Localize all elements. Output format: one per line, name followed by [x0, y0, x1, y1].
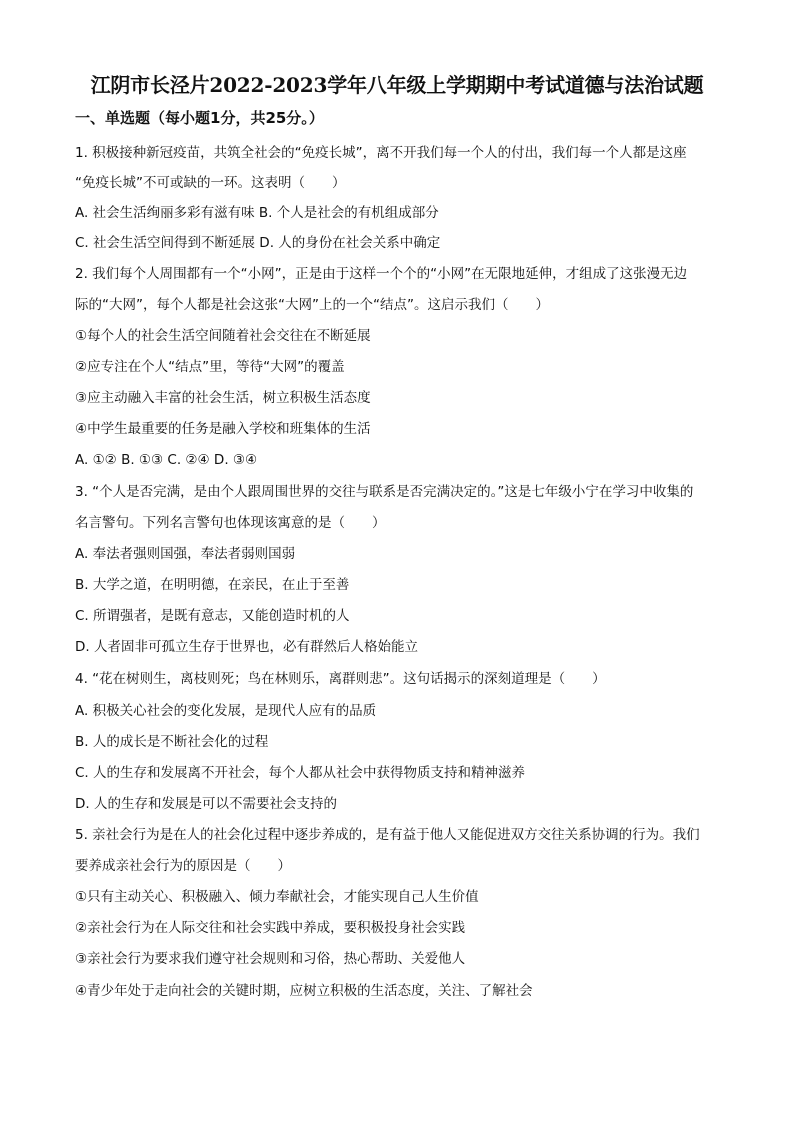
question-4-option-b: B. 人的成长是不断社会化的过程	[75, 734, 269, 750]
question-5-statement-3: ③亲社会行为要求我们遵守社会规则和习俗，热心帮助、关爱他人	[75, 951, 466, 967]
question-3-stem-line-1: 3. “个人是否完满，是由个人跟周围世界的交往与联系是否完满决定的。”这是七年级小宁在学习中收集的	[75, 484, 694, 500]
section-heading: 一、单选题（每小题1分，共25分。）	[75, 109, 324, 127]
question-3-stem-line-2: 名言警句。下列名言警句也体现该寓意的是（ ）	[75, 515, 386, 531]
question-2-stem-line-1: 2. 我们每个人周围都有一个“小网”，正是由于这样一个个的“小网”在无限地延伸，才组成了这张漫无边	[75, 266, 688, 282]
question-1-stem-line-2: “免疫长城”不可或缺的一环。这表明（ ）	[75, 175, 346, 191]
question-2-statement-4: ④中学生最重要的任务是融入学校和班集体的生活	[75, 421, 371, 437]
question-4-option-c: C. 人的生存和发展离不开社会，每个人都从社会中获得物质支持和精神滋养	[75, 765, 526, 781]
question-5-stem-line-1: 5. 亲社会行为是在人的社会化过程中逐步养成的，是有益于他人又能促进双方交往关系协调的行为。我们	[75, 827, 700, 843]
question-2-options: A. ①② B. ①③ C. ②④ D. ③④	[75, 452, 258, 468]
question-2-statement-2: ②应专注在个人“结点”里，等待“大网”的覆盖	[75, 359, 345, 375]
question-5-stem-line-2: 要养成亲社会行为的原因是（ ）	[75, 858, 291, 874]
question-1-options-cd: C. 社会生活空间得到不断延展 D. 人的身份在社会关系中确定	[75, 235, 441, 251]
question-4-option-d: D. 人的生存和发展是可以不需要社会支持的	[75, 796, 337, 812]
question-5-statement-2: ②亲社会行为在人际交往和社会实践中养成，要积极投身社会实践	[75, 920, 466, 936]
question-2-statement-3: ③应主动融入丰富的社会生活，树立积极生活态度	[75, 390, 371, 406]
question-3-option-d: D. 人者固非可孤立生存于世界也，必有群然后人格始能立	[75, 639, 418, 655]
question-3-option-a: A. 奉法者强则国强，奉法者弱则国弱	[75, 546, 296, 562]
question-4-stem: 4. “花在树则生，离枝则死；鸟在林则乐，离群则悲”。这句话揭示的深刻道理是（ ）	[75, 671, 606, 687]
question-5-statement-1: ①只有主动关心、积极融入、倾力奉献社会，才能实现自己人生价值	[75, 889, 479, 905]
question-3-option-c: C. 所谓强者，是既有意志，又能创造时机的人	[75, 608, 350, 624]
exam-title: 江阴市长泾片2022-2023学年八年级上学期期中考试道德与法治试题	[90, 73, 704, 97]
question-2-statement-1: ①每个人的社会生活空间随着社会交往在不断延展	[75, 328, 371, 344]
question-1-stem-line-1: 1. 积极接种新冠疫苗，共筑全社会的“免疫长城”，离不开我们每一个人的付出，我们每一个人都是这座	[75, 145, 687, 161]
question-4-option-a: A. 积极关心社会的变化发展，是现代人应有的品质	[75, 703, 377, 719]
question-2-stem-line-2: 际的“大网”，每个人都是社会这张“大网”上的一个“结点”。这启示我们（ ）	[75, 297, 549, 313]
question-5-statement-4: ④青少年处于走向社会的关键时期，应树立积极的生活态度，关注、了解社会	[75, 983, 533, 999]
question-3-option-b: B. 大学之道，在明明德，在亲民，在止于至善	[75, 577, 350, 593]
question-1-options-ab: A. 社会生活绚丽多彩有滋有味 B. 个人是社会的有机组成部分	[75, 205, 439, 221]
